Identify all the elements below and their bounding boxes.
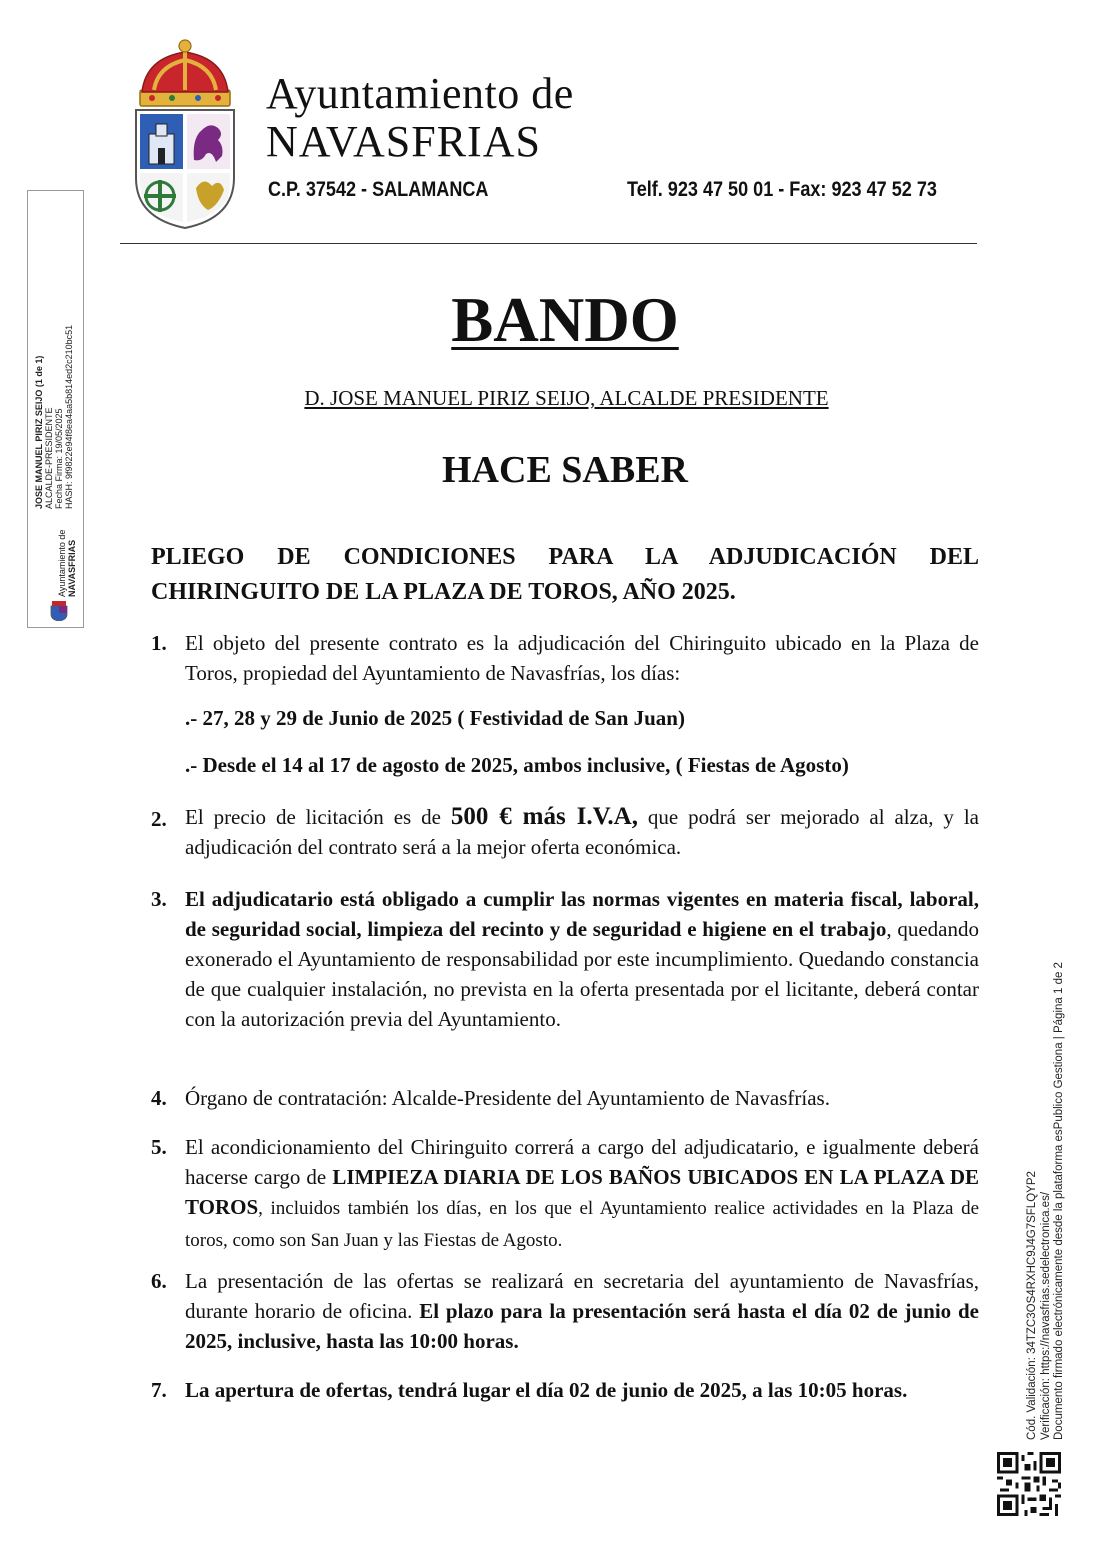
phone-fax: Telf. 923 47 50 01 - Fax: 923 47 52 73 — [627, 178, 937, 201]
postal-code: C.P. 37542 - SALAMANCA — [268, 178, 489, 201]
header-divider — [120, 243, 977, 244]
item-number: 6. — [151, 1269, 167, 1293]
signer-role: ALCALDE-PRESIDENTE — [44, 407, 54, 509]
item-text-part: que podrá ser mejorado al alza, y la adjudicación del contrato será a la mejor oferta económica. — [185, 805, 979, 859]
item-number: 7. — [151, 1378, 167, 1402]
signature-hash: HASH: 9f9822e94f8ea4aa5b814ed2c210bc51 — [64, 324, 74, 509]
signature-block — [34, 325, 74, 509]
item-text: El objeto del presente contrato es la adjudicación del Chiringuito ubicado en la Plaza de Toros, propiedad del Ayuntamiento de Navasfrías, los días: — [185, 631, 979, 685]
list-item — [151, 1132, 979, 1256]
item-text-bold: El adjudicatario está obligado a cumplir las normas vigentes en materia fiscal, laboral, de seguridad social, limpieza del recinto y de seguridad e higiene en el trabajo — [185, 887, 979, 941]
item-text-part: El acondicionamiento del Chiringuito correrá a cargo del adjudicatario, e igualmente deberá hacerse cargo de — [185, 1135, 979, 1189]
item-text-part: El precio de licitación es de — [185, 805, 451, 829]
verification-url: Verificación: https://navasfrias.sedelectronica.es/ — [1039, 1191, 1052, 1440]
item-text: Órgano de contratación: Alcalde-Presidente del Ayuntamiento de Navasfrías. — [185, 1086, 830, 1110]
item-text — [185, 802, 979, 862]
list-item — [151, 802, 979, 862]
mayor-line: D. JOSE MANUEL PIRIZ SEIJO, ALCALDE PRESIDENTE — [304, 386, 829, 410]
list-item — [151, 1083, 979, 1113]
item-text: La apertura de ofertas, tendrá lugar el día 02 de junio de 2025, a las 10:05 horas. — [185, 1378, 908, 1402]
item-text-bold: El plazo para la presentación será hasta el día 02 de junio de 2025, inclusive, hasta las 10:00 horas. — [185, 1299, 979, 1353]
signature-org-line1: Ayuntamiento de — [57, 529, 67, 597]
date-line-agosto: .- Desde el 14 al 17 de agosto de 2025, ambos inclusive, ( Fiestas de Agosto) — [185, 753, 849, 777]
item-number: 3. — [151, 887, 167, 911]
item-text-part: La presentación de las ofertas se realizará en secretaria del ayuntamiento de Navasfrías, durante horario de oficina. — [185, 1269, 979, 1323]
org-name-line1: Ayuntamiento de — [266, 69, 574, 118]
item-number: 1. — [151, 631, 167, 655]
date-line-san-juan: .- 27, 28 y 29 de Junio de 2025 ( Festividad de San Juan) — [185, 706, 685, 730]
qr-code — [997, 1452, 1061, 1516]
org-name-line2: NAVASFRIAS — [266, 117, 541, 166]
signature-box — [27, 190, 84, 628]
item-text — [185, 884, 979, 1034]
list-item — [151, 1266, 979, 1356]
section-heading-line2: CHIRINGUITO DE LA PLAZA DE TOROS, AÑO 2025. — [151, 579, 736, 605]
verification-block — [1026, 962, 1067, 1440]
hace-saber-heading: HACE SABER — [442, 449, 688, 491]
item-number: 4. — [151, 1086, 167, 1110]
item-text-bold: LIMPIEZA DIARIA DE LOS BAÑOS UBICADOS EN LA PLAZA DE TOROS — [185, 1165, 979, 1219]
item-number: 2. — [151, 807, 167, 831]
list-item — [151, 884, 979, 1034]
signature-org-line2: NAVASFRIAS — [67, 539, 77, 597]
mini-crest-icon — [50, 601, 68, 621]
item-text-part: , incluidos también los días, en los que el Ayuntamiento realice actividades en la Plaza de toros, como son San Juan y las Fiestas de Agosto. — [185, 1198, 979, 1251]
item-text — [185, 1266, 979, 1356]
section-heading-line1: PLIEGO DE CONDICIONES PARA LA ADJUDICACIÓN DEL — [151, 544, 979, 570]
validation-code: Cód. Validación: 34TZC3OS4RXHC9J4G7SFLQYP2 — [1026, 1171, 1038, 1440]
item-number: 5. — [151, 1135, 167, 1159]
item-text — [185, 1132, 979, 1256]
platform-note: Documento firmado electrónicamente desde la plataforma esPublico Gestiona | Página 1 de 2 — [1053, 962, 1065, 1440]
list-item — [151, 1375, 979, 1405]
signature-org — [57, 530, 77, 597]
item-text-part: , quedando exonerado el Ayuntamiento de responsabilidad por este incumplimiento. Quedando constancia de que cualquier instalación, no prevista en la oferta presentada por el licitante, deberá contar con la autorización previa del Ayuntamiento. — [185, 917, 979, 1031]
signature-date: Fecha Firma: 19/05/2025 — [54, 408, 64, 509]
list-item — [151, 628, 979, 688]
municipal-crest — [132, 38, 238, 232]
document-title: BANDO — [451, 285, 679, 355]
signer-name: JOSE MANUEL PIRIZ SEIJO (1 de 1) — [34, 355, 44, 509]
price: 500 € más I.V.A, — [450, 803, 638, 830]
section-heading — [151, 540, 979, 610]
